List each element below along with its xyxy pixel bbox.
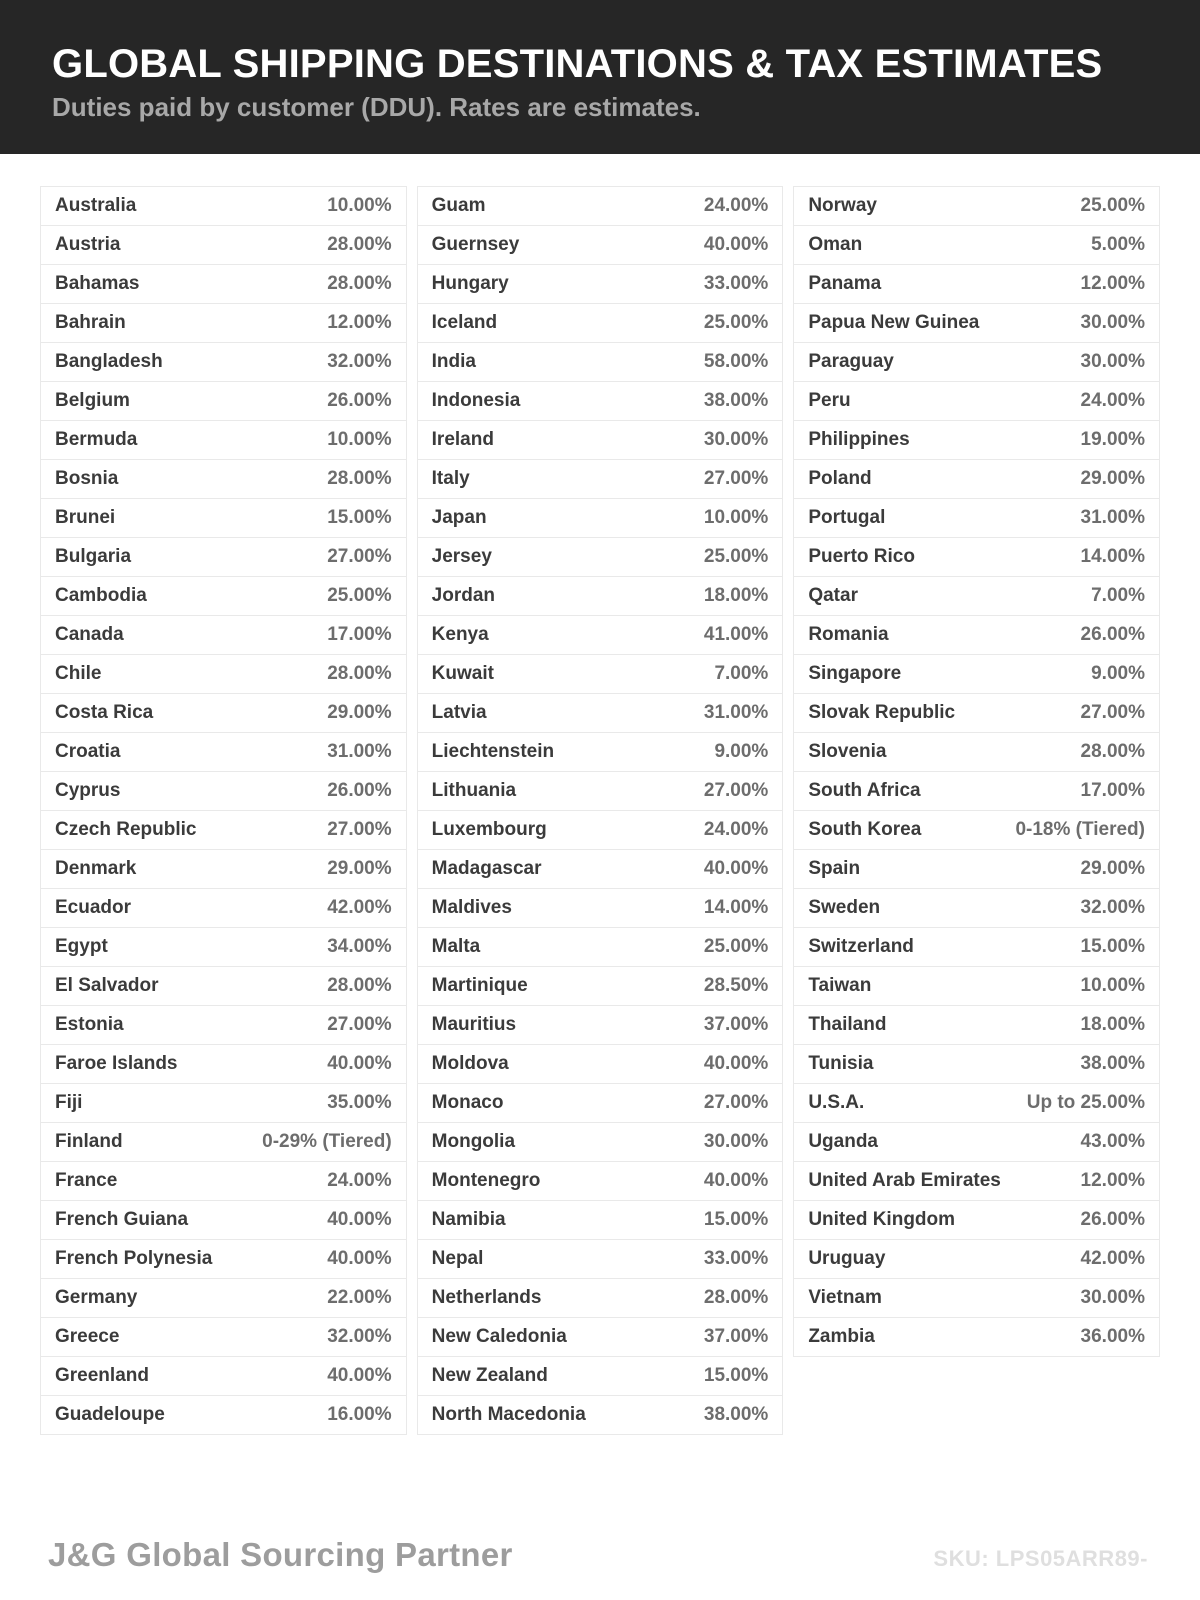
country-name: Guadeloupe [55, 1404, 165, 1425]
tax-rate-value: 24.00% [327, 1170, 392, 1191]
country-name: Sweden [808, 897, 881, 918]
sku-label: SKU: LPS05ARR89- [933, 1546, 1148, 1571]
country-name: Switzerland [808, 936, 914, 957]
country-name: Estonia [55, 1014, 124, 1035]
country-name: Maldives [431, 897, 512, 918]
table-row [41, 1201, 406, 1240]
table-row [794, 460, 1159, 499]
tax-rate-value: 32.00% [327, 351, 392, 372]
tax-rate-value: 34.00% [327, 936, 392, 957]
country-name: Bangladesh [55, 351, 163, 372]
country-name: Latvia [431, 702, 487, 723]
tax-rate-value: 40.00% [703, 234, 769, 255]
country-name: Uganda [808, 1131, 879, 1152]
table-row [41, 343, 406, 382]
tax-rate-value: 26.00% [1080, 624, 1145, 645]
country-name: Bulgaria [55, 546, 132, 567]
table-row [794, 382, 1159, 421]
country-name: El Salvador [55, 975, 159, 996]
table-row [41, 772, 406, 811]
table-row [418, 226, 783, 265]
tax-rate-value: 31.00% [327, 741, 392, 762]
tax-rate-value: 38.00% [1080, 1053, 1145, 1074]
tax-rate-value: 10.00% [703, 507, 769, 528]
page-subtitle: Duties paid by customer (DDU). Rates are estimates. [52, 92, 701, 122]
country-name: India [431, 351, 476, 372]
table-row [418, 499, 783, 538]
table-row [418, 1084, 783, 1123]
country-name: Tunisia [808, 1053, 874, 1074]
country-name: Norway [808, 195, 877, 216]
country-name: Greece [55, 1326, 120, 1347]
tax-rate-value: 33.00% [703, 1248, 769, 1269]
table-row [794, 694, 1159, 733]
table-row [41, 1045, 406, 1084]
tax-rate-value: 27.00% [703, 468, 769, 489]
table-row [418, 1201, 783, 1240]
table-row [418, 1240, 783, 1279]
table-row [794, 850, 1159, 889]
country-name: Cambodia [55, 585, 147, 606]
tax-rate-value: 9.00% [1091, 663, 1145, 684]
table-row [418, 577, 783, 616]
country-name: Ireland [431, 429, 494, 450]
table-row [418, 538, 783, 577]
tax-rate-value: 7.00% [1091, 585, 1145, 606]
table-row [794, 1123, 1159, 1162]
tax-rate-value: 28.00% [327, 468, 392, 489]
tax-rate-value: 10.00% [327, 429, 392, 450]
country-name: Portugal [808, 507, 886, 528]
table-row [41, 1123, 406, 1162]
country-name: Ecuador [55, 897, 132, 918]
country-name: Austria [55, 234, 121, 255]
tax-rate-value: 25.00% [327, 585, 392, 606]
tax-rate-value: 29.00% [327, 858, 392, 879]
tax-rate-value: 31.00% [703, 702, 769, 723]
tax-rate-value: 26.00% [327, 780, 392, 801]
table-row [418, 1123, 783, 1162]
tax-rate-value: 30.00% [703, 1131, 769, 1152]
country-name: Namibia [431, 1209, 506, 1230]
tax-rate-value: 7.00% [714, 663, 769, 684]
tax-rate-value: 58.00% [703, 351, 769, 372]
tax-rate-value: 42.00% [1080, 1248, 1145, 1269]
table-row [794, 304, 1159, 343]
tax-rate-value: 27.00% [327, 1014, 392, 1035]
country-name: Kuwait [431, 663, 494, 684]
country-name: Thailand [808, 1014, 887, 1035]
table-row [794, 772, 1159, 811]
table-row [41, 967, 406, 1006]
country-name: Qatar [808, 585, 858, 606]
rate-column [793, 186, 1160, 1357]
tax-rate-value: 40.00% [703, 858, 769, 879]
country-name: Germany [55, 1287, 138, 1308]
tax-rate-value: 35.00% [327, 1092, 392, 1113]
tax-rate-value: 40.00% [327, 1209, 392, 1230]
tax-rate-value: 17.00% [1080, 780, 1145, 801]
table-row [41, 226, 406, 265]
table-row [418, 733, 783, 772]
country-name: Japan [431, 507, 487, 528]
country-name: French Polynesia [55, 1248, 213, 1269]
country-name: Mauritius [431, 1014, 517, 1035]
country-name: Bosnia [55, 468, 119, 489]
table-row [794, 577, 1159, 616]
tax-rate-value: 15.00% [1080, 936, 1145, 957]
country-name: Martinique [431, 975, 528, 996]
country-name: Monaco [431, 1092, 504, 1113]
table-row [794, 811, 1159, 850]
table-row [418, 382, 783, 421]
table-row [41, 499, 406, 538]
tax-rate-value: 28.00% [703, 1287, 769, 1308]
country-name: Hungary [431, 273, 509, 294]
country-name: Moldova [431, 1053, 509, 1074]
table-row [418, 889, 783, 928]
tax-rate-value: 37.00% [703, 1014, 769, 1035]
country-name: Guam [431, 195, 486, 216]
table-row [41, 421, 406, 460]
table-row [41, 1084, 406, 1123]
tax-rate-value: 28.00% [327, 975, 392, 996]
table-row [418, 460, 783, 499]
tax-rate-value: 29.00% [1080, 468, 1145, 489]
table-row [418, 1318, 783, 1357]
country-name: Slovak Republic [808, 702, 956, 723]
table-row [794, 343, 1159, 382]
tax-rate-value: 26.00% [1080, 1209, 1145, 1230]
country-name: Nepal [431, 1248, 484, 1269]
country-name: Cyprus [55, 780, 121, 801]
table-row [418, 967, 783, 1006]
country-name: Jersey [431, 546, 492, 567]
tax-rate-value: 24.00% [1080, 390, 1145, 411]
country-name: North Macedonia [431, 1404, 586, 1425]
table-row [41, 577, 406, 616]
tax-rate-value: 10.00% [1080, 975, 1145, 996]
table-row [794, 499, 1159, 538]
table-row [794, 655, 1159, 694]
table-row [41, 928, 406, 967]
country-name: Spain [808, 858, 861, 879]
tax-rate-value: 43.00% [1080, 1131, 1145, 1152]
table-row [41, 811, 406, 850]
table-row [41, 655, 406, 694]
table-row [794, 1318, 1159, 1357]
country-name: Peru [808, 390, 851, 411]
country-name: Czech Republic [55, 819, 197, 840]
country-name: French Guiana [55, 1209, 189, 1230]
table-row [418, 421, 783, 460]
table-row [794, 1240, 1159, 1279]
table-row [418, 1045, 783, 1084]
table-row [418, 343, 783, 382]
rate-column [40, 186, 407, 1435]
footer [48, 1536, 1148, 1574]
country-name: Mongolia [431, 1131, 516, 1152]
country-name: Madagascar [431, 858, 542, 879]
shipping-rates-table [40, 186, 1160, 1435]
tax-rate-value: 36.00% [1080, 1326, 1145, 1347]
country-name: Finland [55, 1131, 123, 1152]
table-row [41, 889, 406, 928]
tax-rate-value: Up to 25.00% [1026, 1092, 1145, 1113]
country-name: U.S.A. [808, 1092, 865, 1113]
table-row [41, 850, 406, 889]
country-name: Lithuania [431, 780, 517, 801]
table-row [794, 1162, 1159, 1201]
country-name: Netherlands [431, 1287, 542, 1308]
country-name: Puerto Rico [808, 546, 915, 567]
table-row [418, 1357, 783, 1396]
country-name: Taiwan [808, 975, 872, 996]
tax-rate-value: 29.00% [327, 702, 392, 723]
country-name: Romania [808, 624, 889, 645]
country-name: Costa Rica [55, 702, 154, 723]
country-name: Malta [431, 936, 481, 957]
tax-rate-value: 41.00% [703, 624, 769, 645]
tax-rate-value: 32.00% [1080, 897, 1145, 918]
tax-rate-value: 18.00% [1080, 1014, 1145, 1035]
country-name: Egypt [55, 936, 108, 957]
tax-rate-value: 30.00% [1080, 1287, 1145, 1308]
tax-rate-value: 38.00% [703, 390, 769, 411]
tax-rate-value: 32.00% [327, 1326, 392, 1347]
tax-rate-value: 27.00% [327, 546, 392, 567]
table-row [41, 1240, 406, 1279]
tax-rate-value: 30.00% [1080, 351, 1145, 372]
country-name: Vietnam [808, 1287, 882, 1308]
country-name: Singapore [808, 663, 902, 684]
tax-rate-value: 28.00% [327, 234, 392, 255]
table-row [418, 850, 783, 889]
header-banner [0, 0, 1200, 154]
page-title: GLOBAL SHIPPING DESTINATIONS & TAX ESTIMATES [52, 42, 1103, 86]
table-row [418, 1396, 783, 1435]
country-name: Bahamas [55, 273, 140, 294]
tax-rate-value: 24.00% [703, 819, 769, 840]
tax-rate-value: 37.00% [703, 1326, 769, 1347]
table-row [794, 1006, 1159, 1045]
tax-rate-value: 27.00% [1080, 702, 1145, 723]
table-row [794, 1201, 1159, 1240]
country-name: Iceland [431, 312, 498, 333]
country-name: United Kingdom [808, 1209, 956, 1230]
tax-rate-value: 14.00% [1080, 546, 1145, 567]
table-row [794, 889, 1159, 928]
tax-rate-value: 12.00% [327, 312, 392, 333]
table-row [794, 187, 1159, 226]
tax-rate-value: 16.00% [327, 1404, 392, 1425]
tax-rate-value: 25.00% [703, 546, 769, 567]
tax-rate-value: 42.00% [327, 897, 392, 918]
country-name: Chile [55, 663, 102, 684]
table-row [41, 460, 406, 499]
country-name: Montenegro [431, 1170, 541, 1191]
table-row [418, 772, 783, 811]
table-row [794, 265, 1159, 304]
table-row [418, 1162, 783, 1201]
table-row [41, 187, 406, 226]
tax-rate-value: 40.00% [327, 1248, 392, 1269]
tax-rate-value: 40.00% [327, 1053, 392, 1074]
tax-rate-value: 28.50% [703, 975, 769, 996]
country-name: Zambia [808, 1326, 875, 1347]
country-name: Uruguay [808, 1248, 886, 1269]
country-name: South Africa [808, 780, 921, 801]
table-row [418, 928, 783, 967]
tax-rate-value: 30.00% [1080, 312, 1145, 333]
tax-rate-value: 22.00% [327, 1287, 392, 1308]
tax-rate-value: 40.00% [703, 1053, 769, 1074]
tax-rate-value: 33.00% [703, 273, 769, 294]
table-row [41, 538, 406, 577]
tax-rate-value: 19.00% [1080, 429, 1145, 450]
country-name: Greenland [55, 1365, 149, 1386]
country-name: United Arab Emirates [808, 1170, 1001, 1191]
country-name: Luxembourg [431, 819, 547, 840]
tax-rate-value: 18.00% [703, 585, 769, 606]
table-row [418, 1006, 783, 1045]
table-row [418, 655, 783, 694]
table-row [41, 616, 406, 655]
country-name: Italy [431, 468, 470, 489]
tax-rate-value: 40.00% [703, 1170, 769, 1191]
country-name: Faroe Islands [55, 1053, 178, 1074]
country-name: Paraguay [808, 351, 894, 372]
table-row [41, 694, 406, 733]
table-row [418, 187, 783, 226]
country-name: South Korea [808, 819, 922, 840]
tax-rate-value: 5.00% [1091, 234, 1145, 255]
table-row [418, 616, 783, 655]
country-name: Papua New Guinea [808, 312, 980, 333]
table-row [41, 1396, 406, 1435]
country-name: Fiji [55, 1092, 83, 1113]
tax-rate-value: 0-18% (Tiered) [1015, 819, 1145, 840]
table-row [41, 382, 406, 421]
table-row [41, 1162, 406, 1201]
country-name: Jordan [431, 585, 496, 606]
table-row [794, 733, 1159, 772]
tax-rate-value: 38.00% [703, 1404, 769, 1425]
tax-rate-value: 15.00% [703, 1209, 769, 1230]
table-row [794, 226, 1159, 265]
country-name: Indonesia [431, 390, 521, 411]
table-row [418, 304, 783, 343]
table-row [41, 1357, 406, 1396]
table-row [418, 1279, 783, 1318]
tax-rate-value: 25.00% [703, 936, 769, 957]
table-row [794, 1279, 1159, 1318]
country-name: France [55, 1170, 118, 1191]
rate-column [417, 186, 784, 1435]
country-name: Philippines [808, 429, 910, 450]
tax-rate-value: 0-29% (Tiered) [262, 1131, 392, 1152]
country-name: Australia [55, 195, 137, 216]
table-row [41, 265, 406, 304]
table-row [794, 1045, 1159, 1084]
tax-rate-value: 28.00% [1080, 741, 1145, 762]
country-name: Oman [808, 234, 863, 255]
country-name: New Zealand [431, 1365, 548, 1386]
country-name: Bermuda [55, 429, 138, 450]
tax-rate-value: 10.00% [327, 195, 392, 216]
table-row [794, 616, 1159, 655]
brand-name: J&G Global Sourcing Partner [48, 1536, 513, 1573]
table-row [794, 421, 1159, 460]
table-row [41, 1006, 406, 1045]
table-row [794, 1084, 1159, 1123]
table-row [41, 304, 406, 343]
tax-rate-value: 15.00% [703, 1365, 769, 1386]
country-name: Croatia [55, 741, 121, 762]
tax-rate-value: 27.00% [703, 780, 769, 801]
tax-rate-value: 40.00% [327, 1365, 392, 1386]
country-name: Kenya [431, 624, 489, 645]
table-row [794, 967, 1159, 1006]
table-row [418, 811, 783, 850]
country-name: Guernsey [431, 234, 520, 255]
country-name: New Caledonia [431, 1326, 567, 1347]
country-name: Slovenia [808, 741, 887, 762]
table-row [794, 538, 1159, 577]
tax-rate-value: 9.00% [714, 741, 769, 762]
tax-rate-value: 26.00% [327, 390, 392, 411]
country-name: Canada [55, 624, 124, 645]
tax-rate-value: 12.00% [1080, 1170, 1145, 1191]
country-name: Bahrain [55, 312, 126, 333]
country-name: Liechtenstein [431, 741, 555, 762]
country-name: Panama [808, 273, 882, 294]
tax-rate-value: 14.00% [703, 897, 769, 918]
table-row [41, 1279, 406, 1318]
tax-rate-value: 17.00% [327, 624, 392, 645]
table-row [418, 694, 783, 733]
country-name: Brunei [55, 507, 116, 528]
table-row [794, 928, 1159, 967]
tax-rate-value: 25.00% [703, 312, 769, 333]
country-name: Poland [808, 468, 872, 489]
tax-rate-value: 27.00% [703, 1092, 769, 1113]
tax-rate-value: 24.00% [703, 195, 769, 216]
table-row [41, 1318, 406, 1357]
tax-rate-value: 28.00% [327, 273, 392, 294]
table-row [418, 265, 783, 304]
tax-rate-value: 12.00% [1080, 273, 1145, 294]
tax-rate-value: 25.00% [1080, 195, 1145, 216]
tax-rate-value: 31.00% [1080, 507, 1145, 528]
tax-rate-value: 28.00% [327, 663, 392, 684]
tax-rate-value: 27.00% [327, 819, 392, 840]
country-name: Belgium [55, 390, 130, 411]
table-row [41, 733, 406, 772]
tax-rate-value: 15.00% [327, 507, 392, 528]
tax-rate-value: 30.00% [703, 429, 769, 450]
country-name: Denmark [55, 858, 137, 879]
tax-rate-value: 29.00% [1080, 858, 1145, 879]
